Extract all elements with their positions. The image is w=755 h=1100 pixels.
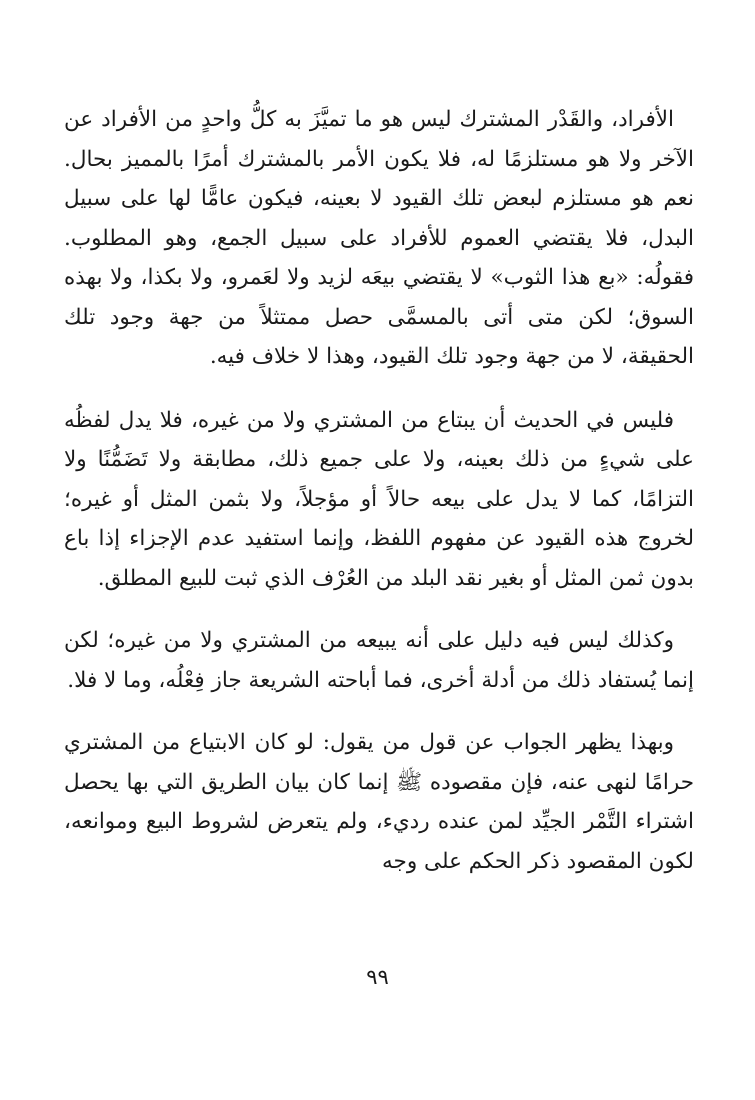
paragraph-2: فليس في الحديث أن يبتاع من المشتري ولا من غيره، فلا يدل لفظُه على شيءٍ من ذلك بعينه، ولا على جميع ذلك، مطابقة ولا تَضَمُّنًا ولا التزامًا، كما لا يدل على بيعه حالاً أو مؤجلاً، ولا بثمن المثل أو غيره؛ لخروج هذه القيود عن مفهوم اللفظ، وإنما استفيد عدم الإجزاء إذا باع بدون ثمن المثل أو بغير نقد البلد من العُرْف الذي ثبت للبيع المطلق. (64, 407, 694, 591)
page-number: ٩٩ (366, 965, 389, 989)
paragraph-3: وكذلك ليس فيه دليل على أنه يبيعه من المشتري ولا من غيره؛ لكن إنما يُستفاد ذلك من أدلة أخرى، فما أباحته الشريعة جاز فِعْلُه، وما لا فلا. (64, 628, 694, 693)
paragraph-1: الأفراد، والقَدْر المشترك ليس هو ما تميَّزَ به كلُّ واحدٍ من الأفراد عن الآخر ولا هو مستلزمًا له، فلا يكون الأمر بالمشترك أمرًا بالمميز بحال. نعم هو مستلزم لبعض تلك القيود لا بعينه، فيكون عامًّا لها على سبيل البدل، فلا يقتضي العموم للأفراد على سبيل الجمع، وهو المطلوب. فقولُه: «بع هذا الثوب» لا يقتضي بيعَه لزيد ولا لعَمرو، ولا بكذا، ولا بهذه السوق؛ لكن متى أتى بالمسمَّى حصل ممتثلاً من جهة وجود تلك الحقيقة، لا من جهة وجود تلك القيود، وهذا لا خلاف فيه. (64, 107, 694, 369)
page-body (64, 100, 694, 881)
paragraph-4: وبهذا يظهر الجواب عن قول من يقول: لو كان الابتياع من المشتري حرامًا لنهى عنه، فإن مقصوده ﷺ إنما كان بيان الطريق التي بها يحصل اشتراء التَّمْر الجيِّد لمن عنده رديء، ولم يتعرض لشروط البيع وموانعه، لكون المقصود ذكر الحكم على وجه (64, 730, 694, 874)
